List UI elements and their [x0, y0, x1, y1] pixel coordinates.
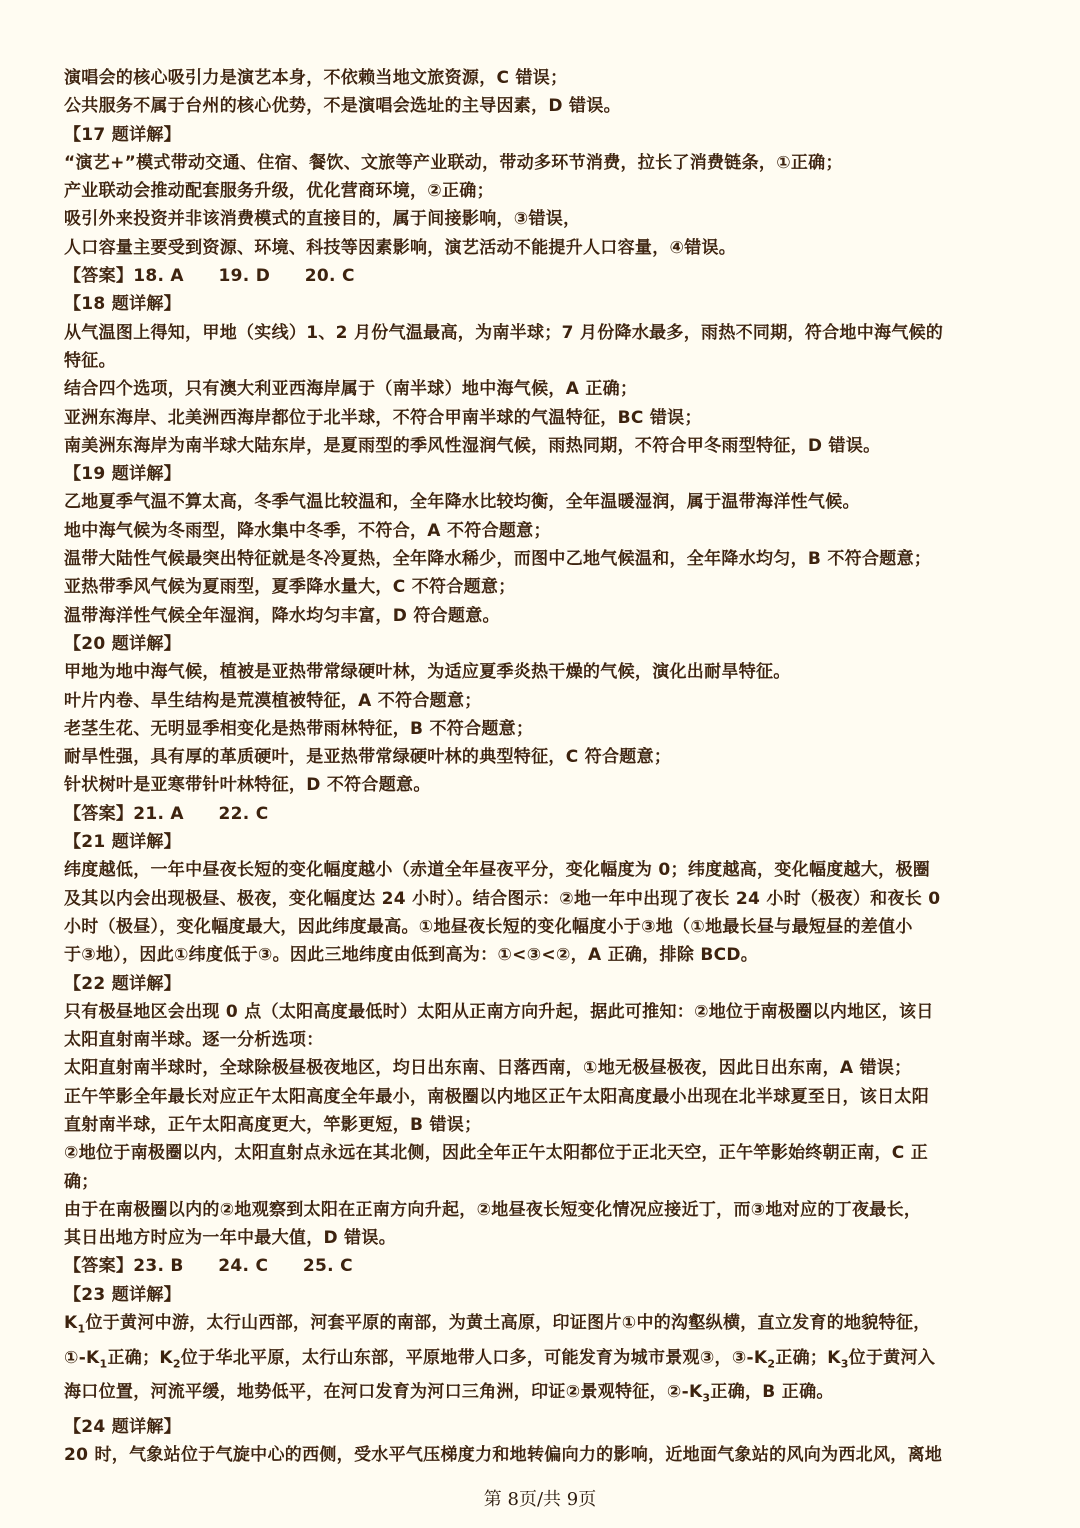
text-line: 亚热带季风气候为夏雨型，夏季降水量大，C 不符合题意；	[64, 577, 516, 598]
text-line: ②地位于南极圈以内，太阳直射点永远在其北侧，因此全年正午太阳都位于正北天空，正午竿影始终朝正南，C 正	[64, 1143, 929, 1164]
text-line: 吸引外来投资并非该消费模式的直接目的，属于间接影响，③错误，	[64, 209, 581, 230]
text-line: 其日出地方时应为一年中最大值，D 错误。	[64, 1228, 397, 1249]
text-line: 纬度越低，一年中昼夜长短的变化幅度越小（赤道全年昼夜平分，变化幅度为 0；纬度越高，变化幅度越大，极圈	[64, 860, 931, 881]
section-heading: 【19 题详解】	[64, 464, 181, 485]
document-body	[64, 64, 1024, 1470]
section-heading: 【21 题详解】	[64, 832, 181, 853]
text-line: 叶片内卷、旱生结构是荒漠植被特征，A 不符合题意；	[64, 690, 482, 711]
section-heading: 【答案】18. A 19. D 20. C	[64, 266, 355, 287]
text-line: 温带大陆性气候最突出特征就是冬冷夏热，全年降水稀少，而图中乙地气候温和，全年降水均匀，B 不符合题意；	[64, 549, 932, 570]
text-lines	[64, 64, 1024, 1309]
text-line: 由于在南极圈以内的②地观察到太阳在正南方向升起，②地昼夜长短变化情况应接近丁，而③地对应的丁夜最长，	[64, 1199, 922, 1220]
text-line: 从气温图上得知，甲地（实线）1、2 月份气温最高，为南半球；7 月份降水最多，雨热不同期，符合地中海气候的	[64, 322, 944, 343]
section-heading: 【答案】21. A 22. C	[64, 803, 269, 824]
text-line: 耐旱性强，具有厚的革质硬叶，是亚热带常绿硬叶林的典型特征，C 符合题意；	[64, 747, 672, 768]
text-lines-tail	[64, 1413, 1024, 1470]
text-line: 结合四个选项，只有澳大利亚西海岸属于（南半球）地中海气候，A 正确；	[64, 379, 638, 400]
section-heading: 【18 题详解】	[64, 294, 181, 315]
text-line: 小时（极昼），变化幅度最大，因此纬度最高。①地昼夜长短的变化幅度小于③地（①地最长昼与最短昼的差值小	[64, 916, 913, 937]
text-line: 只有极昼地区会出现 0 点（太阳高度最低时）太阳从正南方向升起，据此可推知：②地位于南极圈以内地区，该日	[64, 1001, 934, 1022]
text-line: 亚洲东海岸、北美洲西海岸都位于北半球，不符合甲南半球的气温特征，BC 错误；	[64, 407, 702, 428]
text-line: 太阳直射南半球。逐一分析选项：	[64, 1030, 324, 1051]
text-line: 于③地），因此①纬度低于③。因此三地纬度由低到高为：①<③<②，A 正确，排除 BCD。	[64, 945, 759, 966]
text-line: 公共服务不属于台州的核心优势，不是演唱会选址的主导因素，D 错误。	[64, 96, 621, 117]
text-line: 正午竿影全年最长对应正午太阳高度全年最小，南极圈以内地区正午太阳高度最小出现在北半球夏至日，该日太阳	[64, 1086, 929, 1107]
text-line: 直射南半球，正午太阳高度更大，竿影更短，B 错误；	[64, 1114, 482, 1135]
text-line: 人口容量主要受到资源、环境、科技等因素影响，演艺活动不能提升人口容量，④错误。	[64, 237, 737, 258]
text-line: 温带海洋性气候全年湿润，降水均匀丰富，D 符合题意。	[64, 605, 500, 626]
section-heading: 【23 题详解】	[64, 1284, 181, 1305]
text-line: 产业联动会推动配套服务升级，优化营商环境，②正确；	[64, 181, 494, 202]
section-heading: 【答案】23. B 24. C 25. C	[64, 1256, 353, 1277]
text-line: 20 时，气象站位于气旋中心的西侧，受水平气压梯度力和地转偏向力的影响，近地面气象站的风向为西北风，离地	[64, 1445, 943, 1466]
section-heading: 【17 题详解】	[64, 124, 181, 145]
text-line: 特征。	[64, 350, 116, 371]
text-line: 确；	[64, 1171, 99, 1192]
text-line: $K_1$位于黄河中游，太行山西部，河套平原的南部，为黄土高原，印证图片①中的沟壑纵横，直立发育的地貌特征，	[64, 1313, 931, 1336]
text-line: 及其以内会出现极昼、极夜，变化幅度达 24 小时）。结合图示：②地一年中出现了夜长 24 小时（极夜）和夜长 0	[64, 888, 941, 909]
text-line: 太阳直射南半球时，全球除极昼极夜地区，均日出东南、日落西南，①地无极昼极夜，因此日出东南，A 错误；	[64, 1058, 912, 1079]
text-line: “演艺+”模式带动交通、住宿、餐饮、文旅等产业联动，带动多环节消费，拉长了消费链条，①正确；	[64, 152, 843, 173]
text-line: 老茎生花、无明显季相变化是热带雨林特征，B 不符合题意；	[64, 718, 534, 739]
text-line: 甲地为地中海气候，植被是亚热带常绿硬叶林，为适应夏季炎热干燥的气候，演化出耐旱特征。	[64, 662, 791, 683]
text-line: 南美洲东海岸为南半球大陆东岸，是夏雨型的季风性湿润气候，雨热同期，不符合甲冬雨型特征，D 错误。	[64, 435, 881, 456]
text-line: 地中海气候为冬雨型，降水集中冬季，不符合，A 不符合题意；	[64, 520, 551, 541]
section-heading: 【20 题详解】	[64, 633, 181, 654]
section-heading: 【24 题详解】	[64, 1417, 181, 1438]
text-line: $①-K_1$正确；$K_2$位于华北平原，太行山东部，平原地带人口多，可能发育为城市景观③，$③-K_2$正确；$K_3$位于黄河入	[64, 1347, 936, 1371]
text-line: 海口位置，河流平缓，地势低平，在河口发育为河口三角洲，印证②景观特征，$②-K_3$正确，B 正确。	[64, 1382, 834, 1405]
answer-k-lines	[64, 1309, 1024, 1413]
text-line: 乙地夏季气温不算太高，冬季气温比较温和，全年降水比较均衡，全年温暖湿润，属于温带海洋性气候。	[64, 492, 860, 513]
text-line: 针状树叶是亚寒带针叶林特征，D 不符合题意。	[64, 775, 431, 796]
section-heading: 【22 题详解】	[64, 973, 181, 994]
text-line: 演唱会的核心吸引力是演艺本身，不依赖当地文旅资源，C 错误；	[64, 68, 568, 88]
page-footer: 第 8页/共 9页	[483, 1489, 597, 1510]
